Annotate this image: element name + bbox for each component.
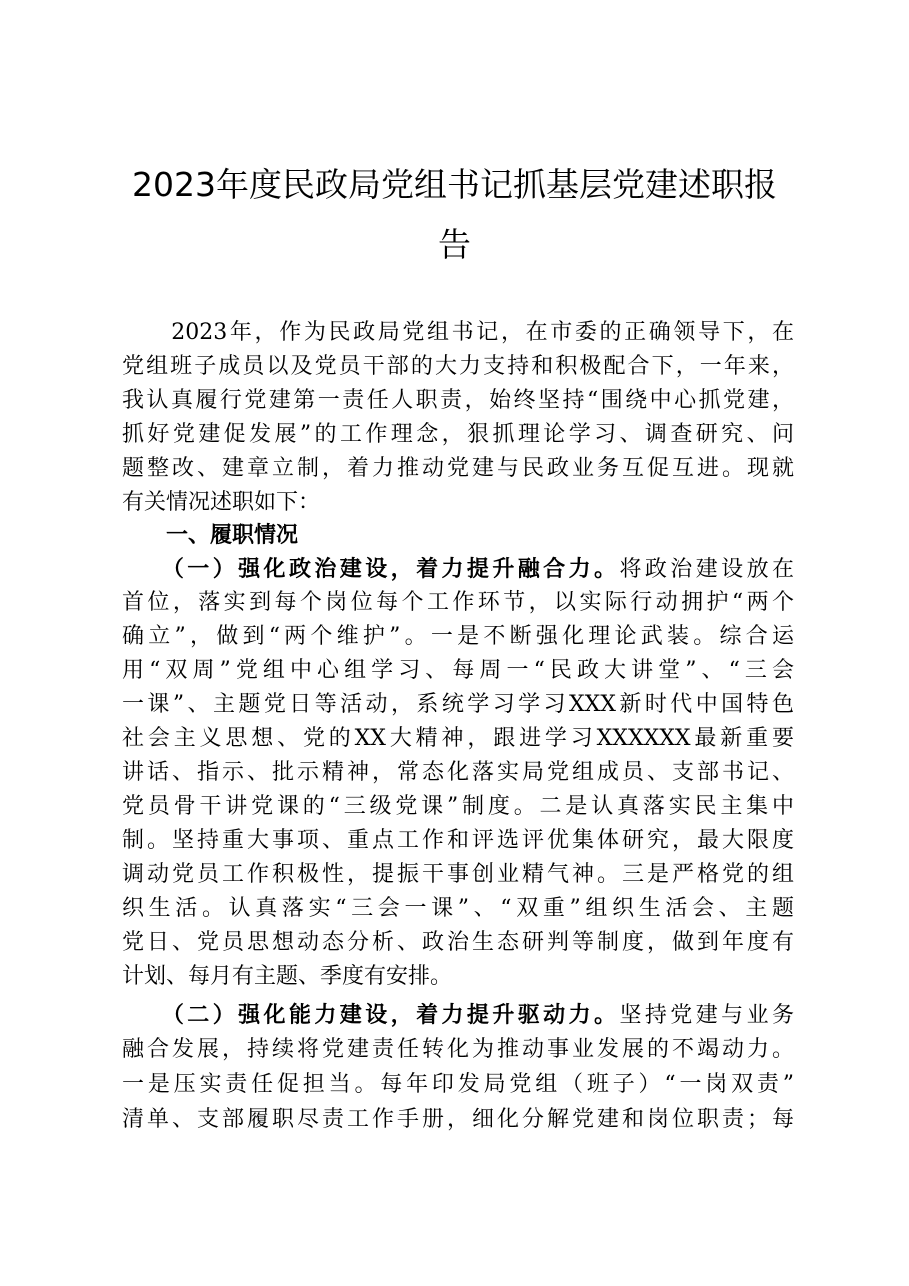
body-line: 融合发展，持续将党建责任转化为推动事业发展的不竭动力。	[122, 1037, 794, 1062]
section-heading: 一、履职情况	[122, 523, 299, 548]
body-line: 讲话、指示、批示精神，常态化落实局党组成员、支部书记、	[122, 760, 794, 785]
subsection-2-first-line	[122, 998, 794, 1032]
body-line: 确立”，做到“两个维护”。一是不断强化理论武装。综合运	[122, 624, 794, 649]
intro-line: 2023年，作为民政局党组书记，在市委的正确领导下，在	[122, 320, 794, 345]
title-line-2: 告	[438, 225, 471, 264]
body-line: 一是压实责任促担当。每年印发局党组（班子）“一岗双责”	[122, 1072, 794, 1097]
subsection-2-label: （二）强化能力建设，着力提升驱动力。	[122, 1002, 620, 1028]
subsection-2-first-rest: 坚持党建与业务	[619, 1003, 794, 1028]
body-line: 计划、每月有主题、季度有安排。	[122, 964, 453, 989]
body-line: 党日、党员思想动态分析、政治生态研判等制度，做到年度有	[122, 930, 794, 955]
body-line: 织生活。认真落实“三会一课”、“双重”组织生活会、主题	[122, 896, 794, 921]
body-line: 社会主义思想、党的XX大精神，跟进学习XXXXXX最新重要	[122, 726, 794, 751]
subsection-1-first-rest: 将政治建设放在	[619, 557, 794, 582]
body-line: 首位，落实到每个岗位每个工作环节，以实际行动拥护“两个	[122, 590, 794, 615]
body-line: 一课”、主题党日等活动，系统学习学习XXX新时代中国特色	[122, 692, 794, 717]
body-line: 制。坚持重大事项、重点工作和评选评优集体研究，最大限度	[122, 828, 794, 853]
intro-line: 抓好党建促发展”的工作理念，狠抓理论学习、调查研究、问	[122, 422, 794, 447]
body-line: 调动党员工作积极性，提振干事创业精气神。三是严格党的组	[122, 862, 794, 887]
body-line: 党员骨干讲党课的“三级党课”制度。二是认真落实民主集中	[122, 794, 794, 819]
subsection-1-first-line	[122, 552, 794, 586]
intro-line: 党组班子成员以及党员干部的大力支持和积极配合下，一年来，	[122, 354, 794, 379]
body-line: 清单、支部履职尽责工作手册，细化分解党建和岗位职责；每	[122, 1107, 794, 1132]
intro-line: 我认真履行党建第一责任人职责，始终坚持“围绕中心抓党建，	[122, 388, 794, 413]
document-title	[110, 155, 799, 275]
body-line: 用“双周”党组中心组学习、每周一“民政大讲堂”、“三会	[122, 658, 794, 683]
intro-line: 有关情况述职如下：	[122, 490, 321, 515]
subsection-1-label: （一）强化政治建设，着力提升融合力。	[122, 556, 620, 582]
intro-line: 题整改、建章立制，着力推动党建与民政业务互促互进。现就	[122, 456, 794, 481]
title-line-1: 2023年度民政局党组书记抓基层党建述职报	[132, 165, 777, 204]
